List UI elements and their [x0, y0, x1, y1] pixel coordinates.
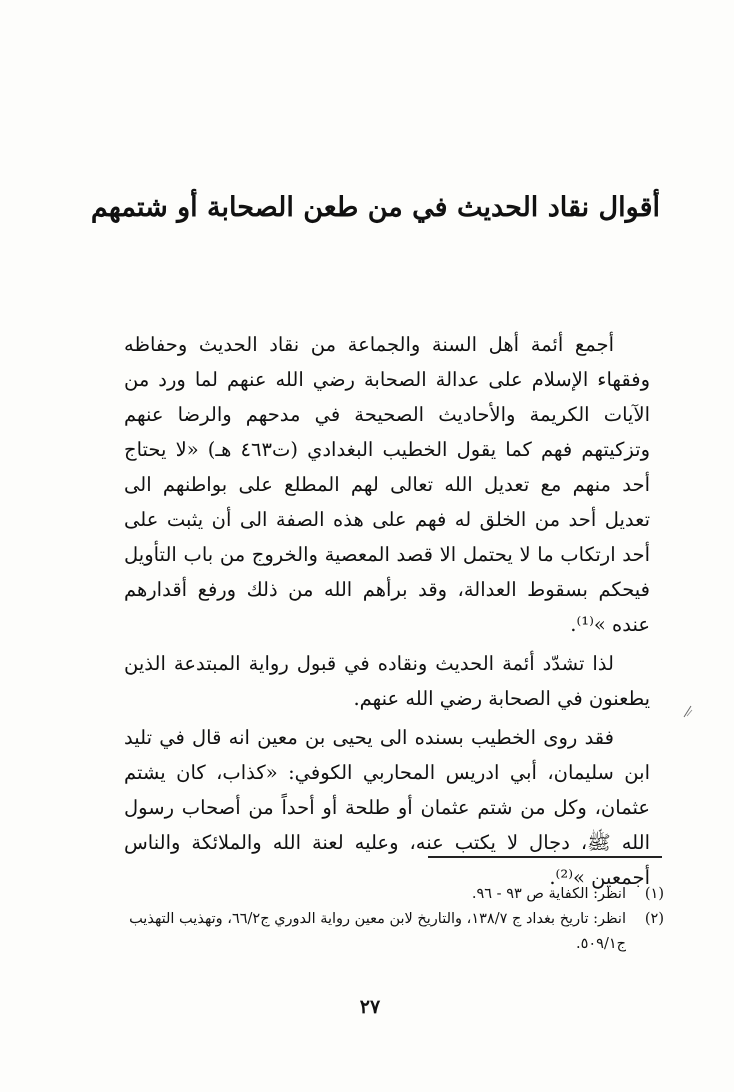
paragraph-consensus: أجمع أئمة أهل السنة والجماعة من نقاد الحديث وحفاظه وفقهاء الإسلام على عدالة الصحابة رضي الله عنهم لما ورد من الآيات الكريمة والأحاديث الصحيحة في مدحهم والرضا عنهم وتزكيتهم فهم كما يقول الخطيب البغدادي (ت٤٦٣ هـ) «لا يحتاج أحد منهم مع تعديل الله تعالى لهم المطلع على بواطنهم الى تعديل أحد من الخلق له فهم على هذه الصفة الى أن يثبت على أحد ارتكاب ما لا يحتمل الا قصد المعصية والخروج من باب التأويل فيحكم بسقوط العدالة، وقد برأهم الله من ذلك ورفع أقدارهم عنده »⁽¹⁾.	[124, 333, 650, 636]
margin-mark-icon	[683, 704, 693, 718]
page-number: ٢٧	[359, 996, 381, 1018]
footnote-divider	[428, 856, 662, 858]
paragraph-narration: فقد روى الخطيب بسنده الى يحيى بن معين انه قال في تليد ابن سليمان، أبي ادريس المحاربي الكوفي: «كذاب، كان يشتم عثمان، وكل من شتم عثمان أو طلحة أو أحداً من أصحاب رسول الله ﷺ، دجال لا يكتب عنه، وعليه لعنة الله والملائكة والناس أجمعين »⁽²⁾.	[124, 726, 650, 889]
paragraph-strictness: لذا تشدّد أئمة الحديث ونقاده في قبول رواية المبتدعة الذين يطعنون في الصحابة رضي الله عنهم.	[124, 652, 650, 710]
footnotes	[128, 882, 664, 957]
footnote-mark: (١)	[644, 886, 664, 902]
body-text	[124, 327, 650, 895]
footnote-text: انظر: تاريخ بغداد ج ١٣٨/٧، والتاريخ لابن معين رواية الدوري ج٦٦/٢، وتهذيب التهذيب ج٥٠٩/١.	[129, 911, 626, 952]
footnote-1	[128, 882, 664, 907]
footnote-text: انظر: الكفاية ص ٩٣ - ٩٦.	[471, 886, 626, 902]
chapter-title: أقوال نقاد الحديث في من طعن الصحابة أو شتمهم	[90, 192, 660, 223]
footnote-mark: (٢)	[644, 911, 664, 927]
footnote-2	[128, 907, 664, 957]
